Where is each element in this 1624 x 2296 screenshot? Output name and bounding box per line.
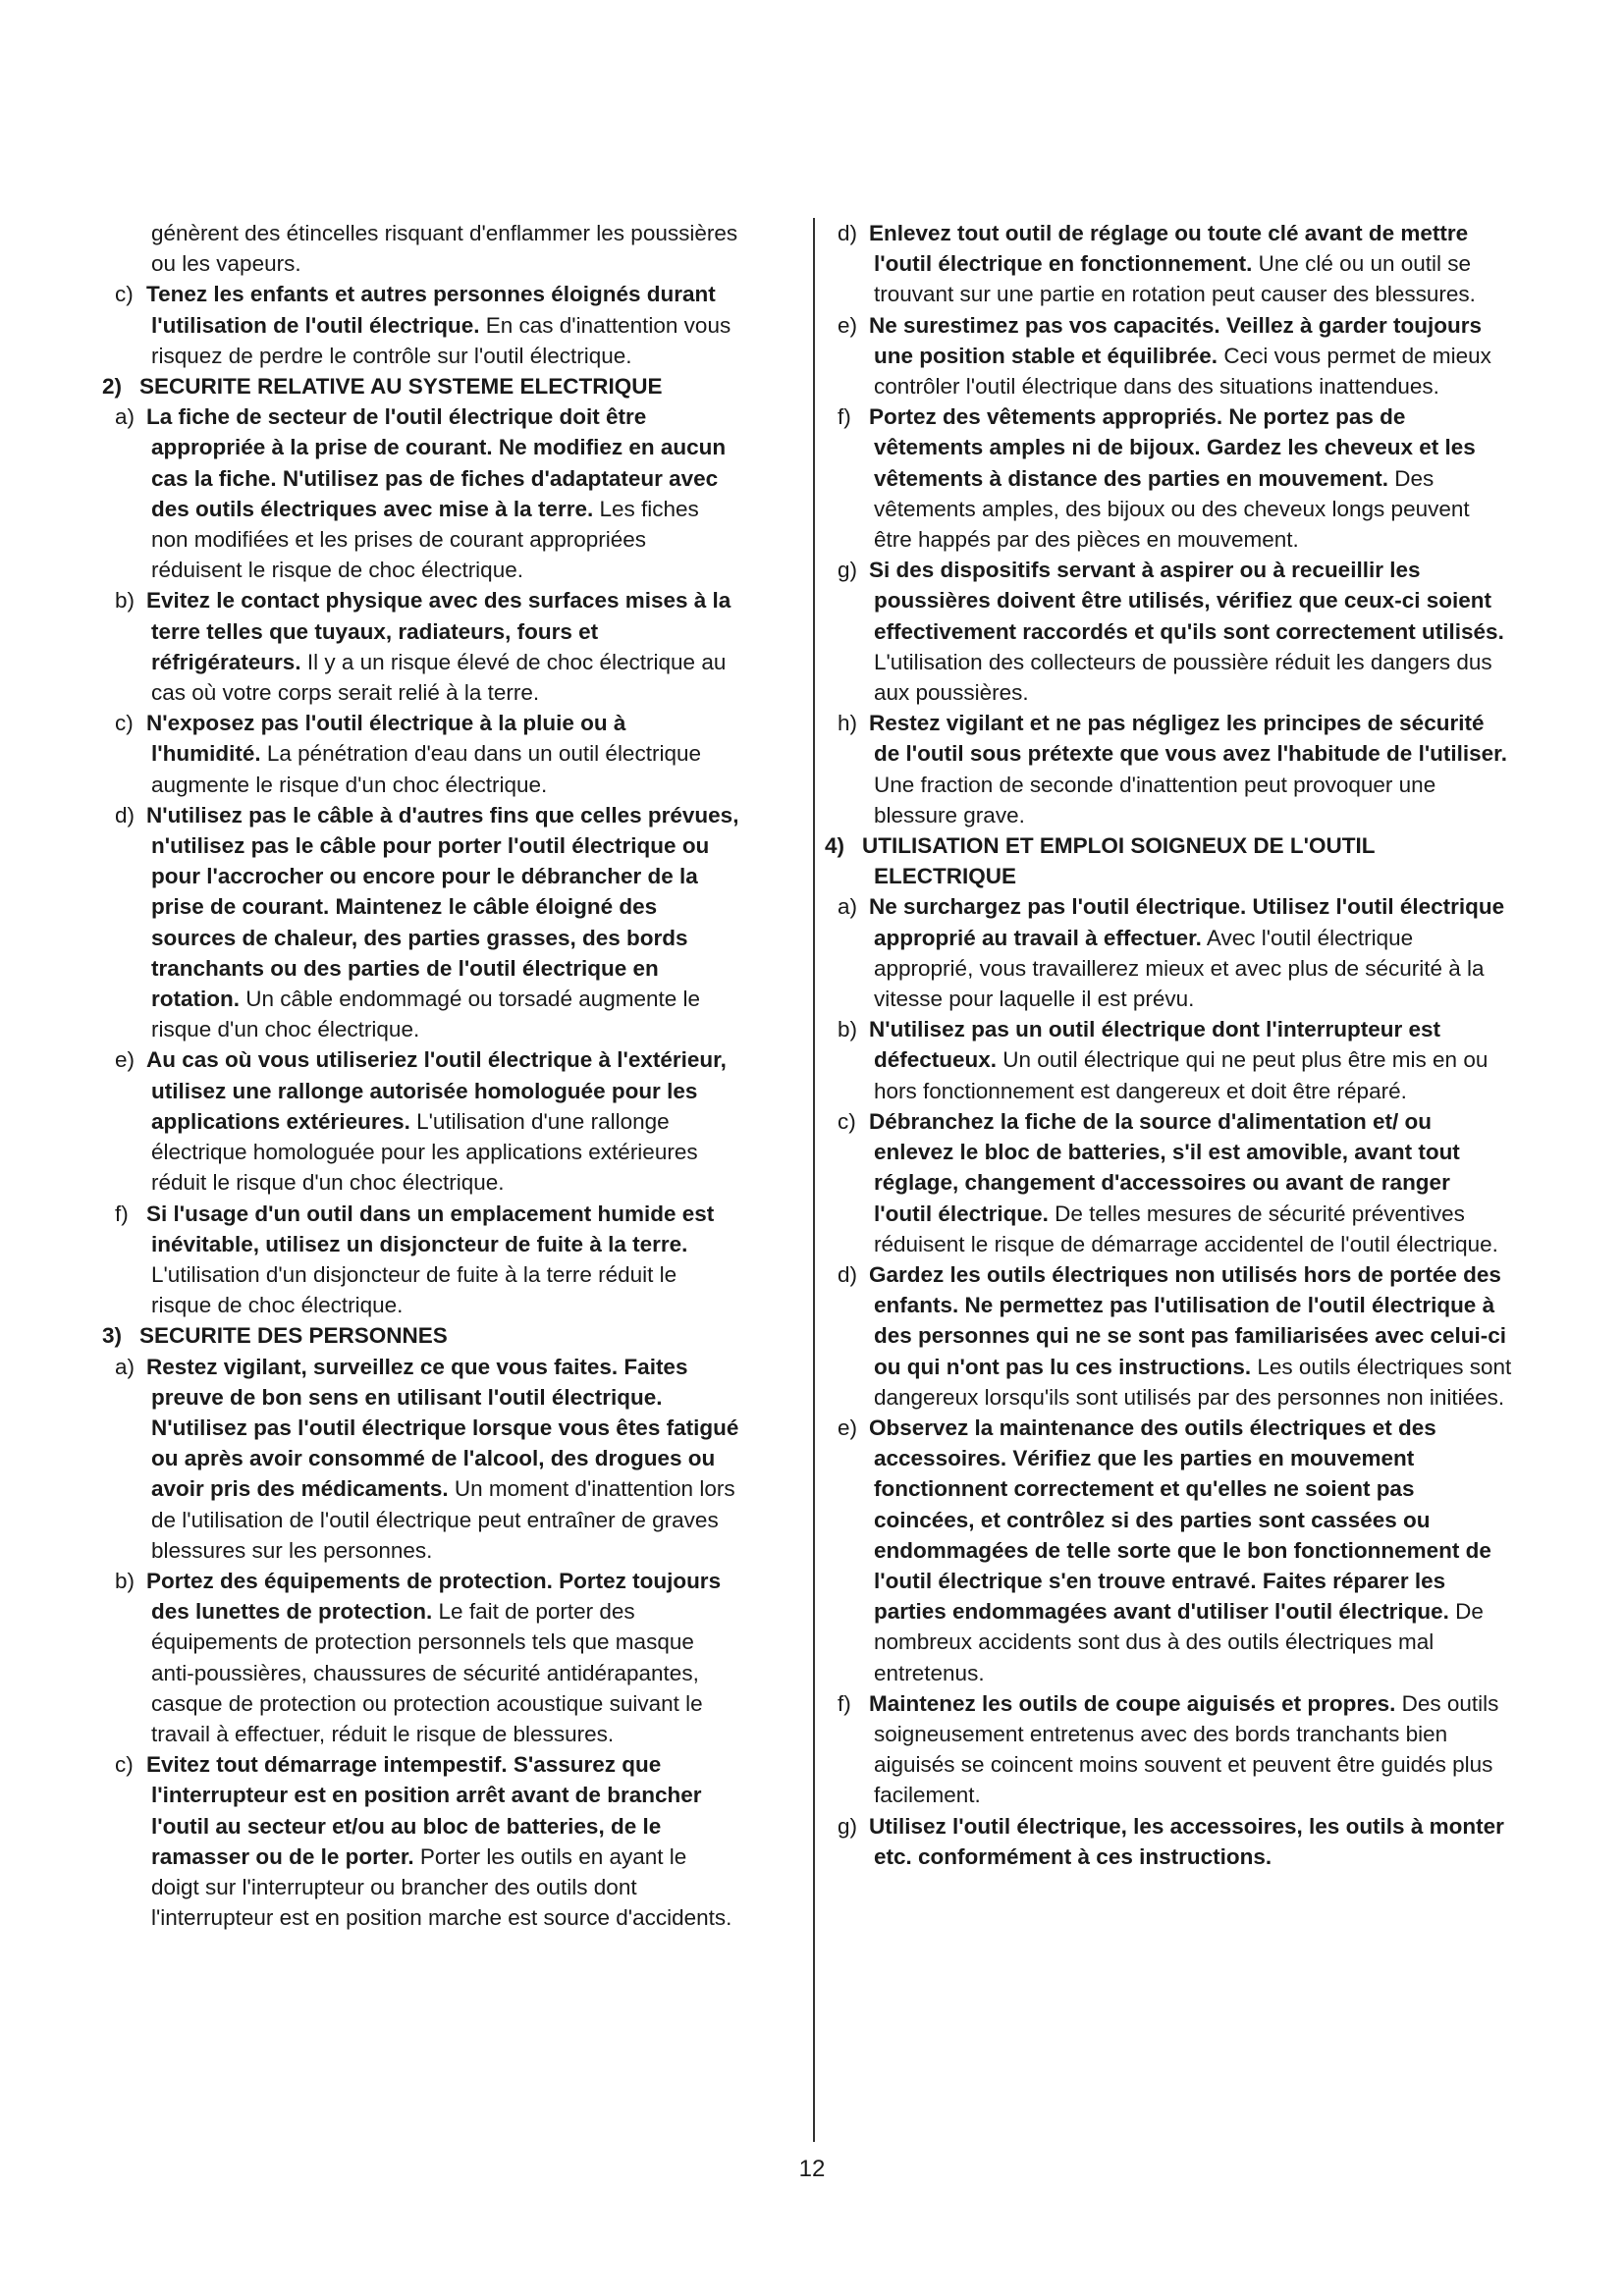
section-heading-electrical-safety xyxy=(102,371,740,401)
item-bold-text: Evitez le contact physique avec des surfaces mises à la terre telles que tuyaux, radiateurs, fours et réfrigérateurs. xyxy=(146,588,731,674)
item-bold-text: Observez la maintenance des outils électriques et des accessoires. Vérifiez que les parties en mouvement fonctionnent correctement et qu'elles ne soient pas coincées, et contrôlez si des parties sont cassées ou endommagées de telle sorte que le bon fonctionnement de l'outil électrique s'en trouve entravé. Faites réparer les parties endommagées avant d'utiliser l'outil électrique. xyxy=(869,1415,1491,1625)
right-item-a-no-force xyxy=(825,891,1512,1014)
item-label: d) xyxy=(838,1261,858,1287)
left-item-c-children xyxy=(102,279,740,371)
item-bold-text: Restez vigilant et ne pas négligez les principes de sécurité de l'outil sous prétexte que vous avez l'habitude de l'utiliser. xyxy=(869,711,1507,767)
item-text: Des outils soigneusement entretenus avec des bords tranchants bien aiguisés se coincent moins souvent et peuvent être guidés plus facilement. xyxy=(874,1690,1499,1808)
section-number: 4) xyxy=(825,833,845,859)
item-text: Les outils électriques sont dangereux lorsqu'ils sont utilisés par des personnes non initiées. xyxy=(874,1354,1512,1410)
section-number: 2) xyxy=(102,374,123,400)
section-title: SECURITE DES PERSONNES xyxy=(139,1323,448,1349)
item-bold-text: N'exposez pas l'outil électrique à la pluie ou à l'humidité. xyxy=(146,711,626,767)
item-label: a) xyxy=(115,404,135,430)
left-column xyxy=(102,218,740,1933)
left-item-a-vigilant xyxy=(102,1352,740,1566)
item-bold-text: Débranchez la fiche de la source d'alimentation et/ ou enlevez le bloc de batteries, s'il est amovible, avant tout réglage, changement d'accessoires ou avant de ranger l'outil électrique. xyxy=(869,1108,1460,1226)
item-text: Avec l'outil électrique approprié, vous travaillerez mieux et avec plus de sécurité à la vitesse pour laquelle il est prévu. xyxy=(874,925,1485,1012)
item-bold-text: Utilisez l'outil électrique, les accessoires, les outils à monter etc. conformément à ces instructions. xyxy=(869,1813,1504,1869)
item-label: c) xyxy=(115,282,134,307)
left-item-b-protective-equipment xyxy=(102,1566,740,1749)
item-bold-text: Tenez les enfants et autres personnes éloignés durant l'utilisation de l'outil électrique. xyxy=(146,282,716,338)
item-bold-text: Restez vigilant, surveillez ce que vous faites. Faites preuve de bon sens en utilisant l'outil électrique. N'utilisez pas l'outil électrique lorsque vous êtes fatigué ou après avoir consommé de l'alcool, des drogues ou avoir pris des médicaments. xyxy=(146,1354,739,1502)
item-text: Porter les outils en ayant le doigt sur l'interrupteur ou brancher des outils dont l'interrupteur est en position marche est source d'accidents. xyxy=(151,1843,732,1931)
item-bold-text: Au cas où vous utiliseriez l'outil électrique à l'extérieur, utilisez une rallonge autorisée homologuée pour les applications extérieures. xyxy=(146,1047,727,1134)
item-label: f) xyxy=(838,1690,851,1716)
right-item-h-complacency xyxy=(825,708,1512,830)
item-label: f) xyxy=(838,404,851,430)
section-number: 3) xyxy=(102,1323,123,1349)
item-text: Il y a un risque élevé de choc électrique au cas où votre corps serait relié à la terre. xyxy=(151,649,727,706)
left-item-f-rcd xyxy=(102,1199,740,1321)
section-heading-tool-use-care xyxy=(825,830,1512,891)
item-label: a) xyxy=(838,894,858,920)
section-heading-personal-safety xyxy=(102,1320,740,1351)
right-item-d-storage xyxy=(825,1259,1512,1413)
left-item-c-unintended-start xyxy=(102,1749,740,1933)
item-text: Les fiches non modifiées et les prises de courant appropriées réduisent le risque de choc électrique. xyxy=(151,496,699,583)
item-text: L'utilisation d'un disjoncteur de fuite à la terre réduit le risque de choc électrique. xyxy=(151,1261,677,1318)
item-label: g) xyxy=(838,558,858,583)
item-label: b) xyxy=(115,588,135,614)
item-text: L'utilisation des collecteurs de poussière réduit les dangers dus aux poussières. xyxy=(874,649,1492,706)
right-item-f-clothing xyxy=(825,401,1512,555)
item-label: h) xyxy=(838,711,858,736)
section-title: SECURITE RELATIVE AU SYSTEME ELECTRIQUE xyxy=(139,374,663,400)
item-text: De telles mesures de sécurité préventives réduisent le risque de démarrage accidentel de l'outil électrique. xyxy=(874,1201,1498,1256)
item-text: Un outil électrique qui ne peut plus être mis en ou hors fonctionnement est dangereux et doit être réparé. xyxy=(874,1047,1489,1103)
item-text: Une clé ou un outil se trouvant sur une partie en rotation peut causer des blessures. xyxy=(874,251,1476,307)
intro-continuation: génèrent des étincelles risquant d'enflammer les poussières ou les vapeurs. xyxy=(151,221,738,277)
item-label: e) xyxy=(115,1047,135,1073)
item-label: d) xyxy=(838,221,858,245)
left-item-d-cable xyxy=(102,800,740,1045)
right-item-b-faulty-switch xyxy=(825,1014,1512,1106)
column-divider xyxy=(813,218,815,2142)
item-label: g) xyxy=(838,1813,858,1839)
right-item-c-disconnect xyxy=(825,1106,1512,1259)
item-text: Un moment d'inattention lors de l'utilisation de l'outil électrique peut entraîner de graves blessures sur les personnes. xyxy=(151,1476,735,1563)
item-label: a) xyxy=(115,1354,135,1379)
item-bold-text: Enlevez tout outil de réglage ou toute clé avant de mettre l'outil électrique en fonctionnement. xyxy=(869,221,1469,277)
item-bold-text: Si des dispositifs servant à aspirer ou à recueillir les poussières doivent être utilisés, vérifiez que ceux-ci soient effectivement raccordés et qu'ils sont correctement utilisés. xyxy=(869,558,1504,644)
left-item-e-extension-cord xyxy=(102,1044,740,1198)
section-title: UTILISATION ET EMPLOI SOIGNEUX DE L'OUTIL ELECTRIQUE xyxy=(862,833,1376,889)
item-bold-text: La fiche de secteur de l'outil électrique doit être appropriée à la prise de courant. Ne modifiez en aucun cas la fiche. N'utilisez pas de fiches d'adaptateur avec des outils électriques avec mise à la terre. xyxy=(146,404,727,521)
item-text: Ceci vous permet de mieux contrôler l'outil électrique dans des situations inattendues. xyxy=(874,343,1491,400)
item-label: e) xyxy=(838,312,858,338)
right-item-e-maintenance xyxy=(825,1413,1512,1688)
item-text: La pénétration d'eau dans un outil électrique augmente le risque d'un choc électrique. xyxy=(151,741,701,797)
item-bold-text: Evitez tout démarrage intempestif. S'assurez que l'interrupteur est en position arrêt avant de brancher l'outil au secteur et/ou au bloc de batteries, de le ramasser ou de le porter. xyxy=(146,1752,702,1869)
left-item-c-rain xyxy=(102,708,740,800)
right-item-e-overreach xyxy=(825,310,1512,402)
item-label: c) xyxy=(115,1752,134,1778)
item-bold-text: Gardez les outils électriques non utilisés hors de portée des enfants. Ne permettez pas l'utilisation de l'outil électrique à des personnes qui ne se sont pas familiarisées avec celui-ci ou qui n'ont pas lu ces instructions. xyxy=(869,1261,1507,1379)
right-item-g-instructions xyxy=(825,1811,1512,1872)
item-text: Une fraction de seconde d'inattention peut provoquer une blessure grave. xyxy=(874,772,1436,828)
item-text: En cas d'inattention vous risquez de perdre le contrôle sur l'outil électrique. xyxy=(151,312,731,368)
item-bold-text: N'utilisez pas un outil électrique dont l'interrupteur est défectueux. xyxy=(869,1017,1441,1073)
item-label: c) xyxy=(838,1108,856,1134)
item-bold-text: Portez des équipements de protection. Portez toujours des lunettes de protection. xyxy=(146,1568,722,1625)
item-bold-text: Si l'usage d'un outil dans un emplacement humide est inévitable, utilisez un disjoncteur de fuite à la terre. xyxy=(146,1201,715,1256)
item-label: d) xyxy=(115,802,135,828)
right-item-d-adjusting-key xyxy=(825,218,1512,310)
item-bold-text: Ne surestimez pas vos capacités. Veillez à garder toujours une position stable et équilibrée. xyxy=(869,312,1483,368)
item-text: L'utilisation d'une rallonge électrique homologuée pour les applications extérieures réduit le risque d'un choc électrique. xyxy=(151,1108,698,1196)
right-item-f-cutting-tools xyxy=(825,1688,1512,1811)
item-text: Des vêtements amples, des bijoux ou des cheveux longs peuvent être happés par des pièces en mouvement. xyxy=(874,465,1470,553)
right-column xyxy=(825,218,1512,1872)
item-bold-text: Ne surchargez pas l'outil électrique. Utilisez l'outil électrique approprié au travail à effectuer. xyxy=(869,894,1505,950)
page-number: 12 xyxy=(798,2156,826,2182)
item-text: Le fait de porter des équipements de protection personnels tels que masque anti-poussières, chaussures de sécurité antidérapantes, casque de protection ou protection acoustique suivant le travail à effectuer, réduit le risque de blessures. xyxy=(151,1599,703,1746)
item-text: Un câble endommagé ou torsadé augmente le risque d'un choc électrique. xyxy=(151,987,701,1042)
left-item-b-earthed-surfaces xyxy=(102,585,740,708)
right-item-g-dust-extraction xyxy=(825,555,1512,708)
item-bold-text: Portez des vêtements appropriés. Ne portez pas de vêtements amples ni de bijoux. Gardez les cheveux et les vêtements à distance des parties en mouvement. xyxy=(869,404,1476,491)
left-item-a-plug xyxy=(102,401,740,585)
item-label: b) xyxy=(115,1568,135,1593)
item-text: De nombreux accidents sont dus à des outils électriques mal entretenus. xyxy=(874,1599,1484,1685)
item-label: e) xyxy=(838,1415,858,1440)
item-bold-text: N'utilisez pas le câble à d'autres fins que celles prévues, n'utilisez pas le câble pour porter l'outil électrique ou pour l'accrocher ou encore pour le débrancher de la prise de courant. Maintenez le câble éloigné des sources de chaleur, des parties grasses, des bords tranchants ou des parties de l'outil électrique en rotation. xyxy=(146,802,739,1012)
item-bold-text: Maintenez les outils de coupe aiguisés et propres. xyxy=(869,1690,1396,1716)
item-label: b) xyxy=(838,1017,858,1042)
item-label: f) xyxy=(115,1201,129,1226)
item-label: c) xyxy=(115,711,134,736)
